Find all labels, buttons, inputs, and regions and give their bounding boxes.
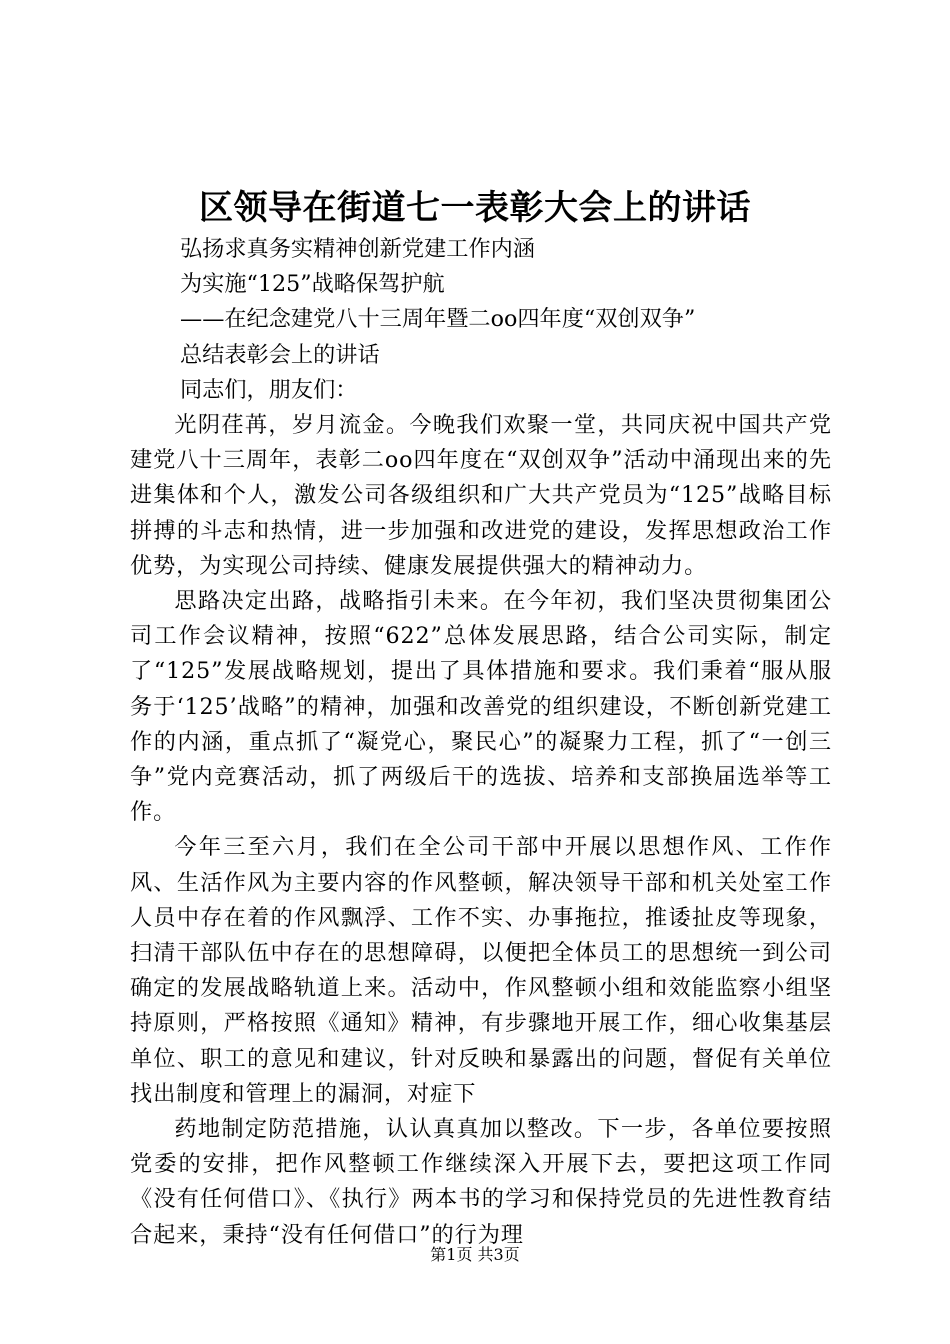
subtitle-line: 为实施“125”战略保驾护航 — [180, 271, 445, 298]
paragraph: 药地制定防范措施，认认真真加以整改。下一步，各单位要按照党委的安排，把作风整顿工作继续深入开展下去，要把这项工作同《没有任何借口》、《执行》两本书的学习和保持党员的先进性教育结合起来，秉持“没有任何借口”的行为理 — [130, 1116, 832, 1248]
paragraph: 今年三至六月，我们在全公司干部中开展以思想作风、工作作风、生活作风为主要内容的作风整顿，解决领导干部和机关处室工作人员中存在着的作风飘浮、工作不实、办事拖拉，推诿扯皮等现象，扫清干部队伍中存在的思想障碍，以便把全体员工的思想统一到公司确定的发展战略轨道上来。活动中，作风整顿小组和效能监察小组坚持原则，严格按照《通知》精神，有步骤地开展工作，细心收集基层单位、职工的意见和建议，针对反映和暴露出的问题，督促有关单位找出制度和管理上的漏洞，对症下 — [130, 834, 832, 1107]
subtitle-line: ——在纪念建党八十三周年暨二oo四年度“双创双争” — [180, 306, 696, 333]
subtitle-line: 弘扬求真务实精神创新党建工作内涵 — [180, 236, 535, 262]
document-body — [130, 232, 832, 1253]
salutation: 同志们，朋友们： — [180, 376, 358, 403]
page-title: 区领导在街道七一表彰大会上的讲话 — [199, 188, 751, 228]
subtitle-line: 总结表彰会上的讲话 — [180, 341, 380, 368]
page-footer: 第1页 共3页 — [430, 1245, 520, 1264]
paragraph: 思路决定出路，战略指引未来。在今年初，我们坚决贯彻集团公司工作会议精神，按照“622”总体发展思路，结合公司实际，制定了“125”发展战略规划，提出了具体措施和要求。我们秉着“服从服务于‘125’战略”的精神，加强和改善党的组织建设，不断创新党建工作的内涵，重点抓了“凝党心，聚民心”的凝聚力工程，抓了“一创三争”党内竞赛活动，抓了两级后干的选拔、培养和支部换届选举等工作。 — [130, 588, 832, 826]
paragraph: 光阴荏苒，岁月流金。今晚我们欢聚一堂，共同庆祝中国共产党建党八十三周年，表彰二oo四年度在“双创双争”活动中涌现出来的先进集体和个人，激发公司各级组织和广大共产党员为“125”战略目标拼搏的斗志和热情，进一步加强和改进党的建设，发挥思想政治工作优势，为实现公司持续、健康发展提供强大的精神动力。 — [130, 412, 832, 579]
